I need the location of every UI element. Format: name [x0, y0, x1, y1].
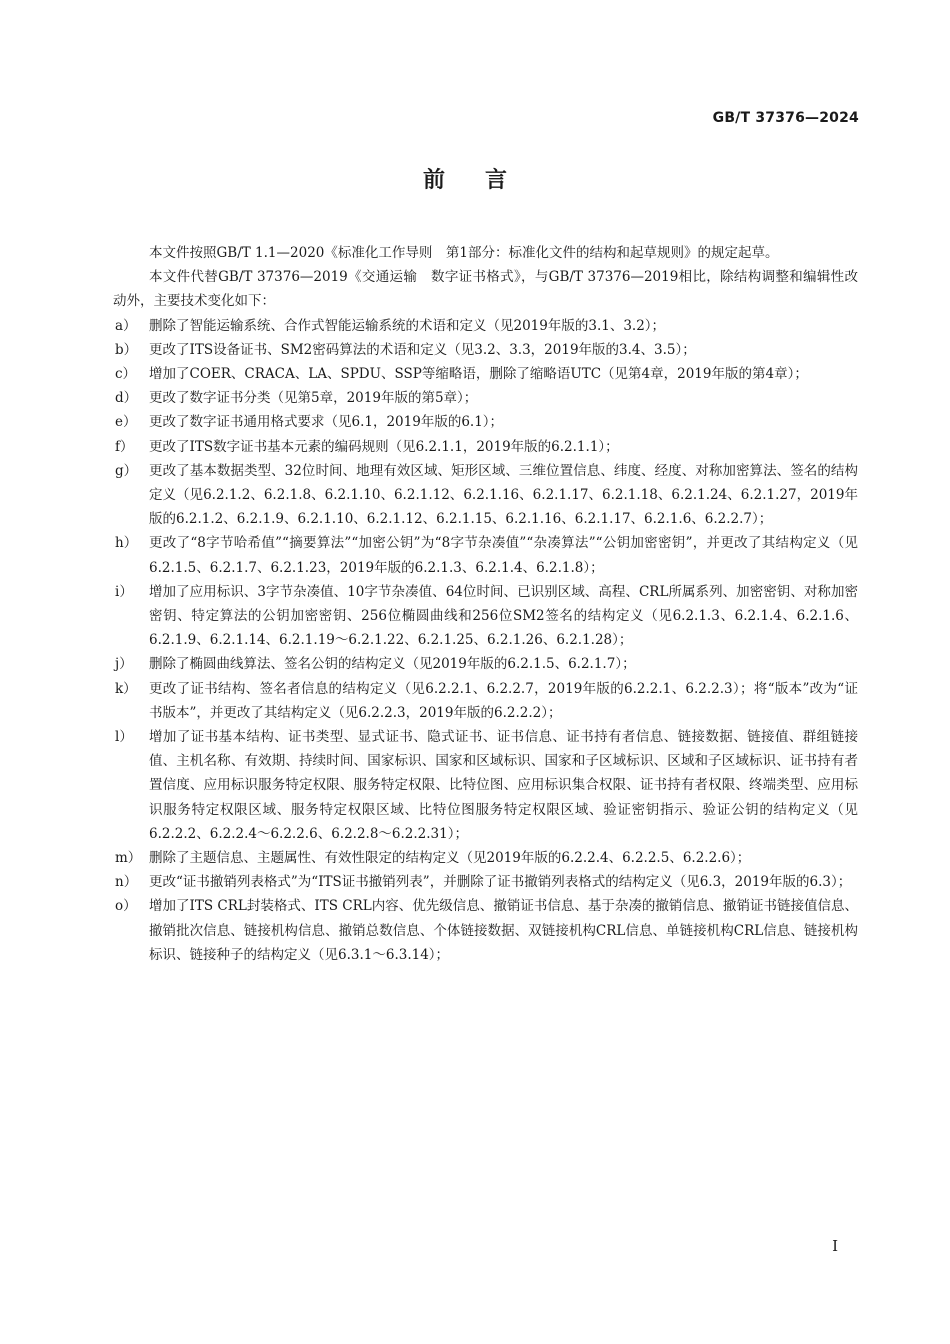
list-item	[113, 531, 858, 579]
list-item-text: 更改了数字证书分类（见第5章，2019年版的第5章）；	[149, 390, 478, 407]
paragraph-replacement-note: 本文件代替GB/T 37376—2019《交通运输 数字证书格式》，与GB/T 37376—2019相比，除结构调整和编辑性改动外，主要技术变化如下：	[113, 269, 858, 310]
list-item-text: 更改“证书撤销列表格式”为“ITS证书撤销列表”，并删除了证书撤销列表格式的结构定义（见6.3，2019年版的6.3）；	[149, 874, 852, 891]
list-item	[113, 362, 858, 386]
list-item	[113, 435, 858, 459]
list-item-text: 更改了证书结构、签名者信息的结构定义（见6.2.2.1、6.2.2.7，2019年版的6.2.2.1、6.2.2.3）；将“版本”改为“证书版本”，并更改了其结构定义（见6.2.2.3，2019年版的6.2.2.2）；	[149, 680, 858, 721]
list-item-marker: g）	[115, 462, 138, 479]
list-item-text: 更改了“8字节哈希值”“摘要算法”“加密公钥”为“8字节杂凑值”“杂凑算法”“公钥加密密钥”，并更改了其结构定义（见6.2.1.5、6.2.1.7、6.2.1.23，2019年版的6.2.1.3、6.2.1.4、6.2.1.8）；	[149, 535, 858, 576]
list-item	[113, 725, 858, 846]
list-item-marker: o）	[115, 898, 137, 915]
list-item	[113, 870, 858, 894]
list-item-text: 删除了椭圆曲线算法、签名公钥的结构定义（见2019年版的6.2.1.5、6.2.1.7）；	[149, 656, 636, 673]
list-item	[113, 677, 858, 725]
list-item-text: 更改了基本数据类型、32位时间、地理有效区域、矩形区域、三维位置信息、纬度、经度、对称加密算法、签名的结构定义（见6.2.1.2、6.2.1.8、6.2.1.10、6.2.1.12、6.2.1.16、6.2.1.17、6.2.1.18、6.2.1.24、6.2.1.27，2019年版的6.2.1.2、6.2.1.9、6.2.1.10、6.2.1.12、6.2.1.15、6.2.1.16、6.2.1.17、6.2.1.6、6.2.2.7）；	[149, 462, 858, 528]
document-code: GB/T 37376—2024	[712, 110, 859, 126]
list-item-text: 更改了数字证书通用格式要求（见6.1，2019年版的6.1）；	[149, 414, 504, 431]
list-item-marker: k）	[115, 680, 137, 697]
list-item-marker: f）	[115, 438, 134, 455]
list-item	[113, 410, 858, 434]
list-item-marker: b）	[115, 341, 138, 358]
page-title: 前言	[422, 168, 547, 193]
list-item	[113, 580, 858, 653]
list-item-marker: d）	[115, 390, 138, 407]
list-item	[113, 846, 858, 870]
list-item-text: 增加了证书基本结构、证书类型、显式证书、隐式证书、证书信息、证书持有者信息、链接数据、链接值、群组链接值、主机名称、有效期、持续时间、国家标识、国家和区域标识、国家和子区域标识、区域和子区域标识、证书持有者置信度、应用标识服务特定权限、服务特定权限、比特位图、应用标识集合权限、证书持有者权限、终端类型、应用标识服务特定权限区域、服务特定权限区域、比特位图服务特定权限区域、验证密钥指示、验证公钥的结构定义（见6.2.2.2、6.2.2.4～6.2.2.6、6.2.2.8～6.2.2.31）；	[149, 729, 858, 842]
page-number: I	[832, 1237, 838, 1255]
list-item-text: 更改了ITS设备证书、SM2密码算法的术语和定义（见3.2、3.3，2019年版的3.4、3.5）；	[149, 341, 696, 358]
list-item-marker: n）	[115, 874, 138, 891]
list-item	[113, 386, 858, 410]
list-item-marker: h）	[115, 535, 138, 552]
list-item-marker: a）	[115, 317, 137, 334]
list-item-text: 增加了COER、CRACA、LA、SPDU、SSP等缩略语，删除了缩略语UTC（见第4章，2019年版的第4章）；	[149, 366, 808, 383]
list-item-text: 增加了ITS CRL封装格式、ITS CRL内容、优先级信息、撤销证书信息、基于杂凑的撤销信息、撤销证书链接值信息、撤销批次信息、链接机构信息、撤销总数信息、个体链接数据、双链接机构CRL信息、单链接机构CRL信息、链接机构标识、链接种子的结构定义（见6.3.1～6.3.14）；	[149, 898, 858, 963]
list-item-text: 删除了主题信息、主题属性、有效性限定的结构定义（见2019年版的6.2.2.4、6.2.2.5、6.2.2.6）；	[149, 850, 751, 867]
list-item-text: 增加了应用标识、3字节杂凑值、10字节杂凑值、64位时间、已识别区域、高程、CRL所属系列、加密密钥、对称加密密钥、特定算法的公钥加密密钥、256位椭圆曲线和256位SM2签名的结构定义（见6.2.1.3、6.2.1.4、6.2.1.6、6.2.1.9、6.2.1.14、6.2.1.19～6.2.1.22、6.2.1.25、6.2.1.26、6.2.1.28）；	[149, 583, 858, 649]
list-item-text: 更改了ITS数字证书基本元素的编码规则（见6.2.1.1，2019年版的6.2.1.1）；	[149, 438, 619, 455]
list-item	[113, 338, 858, 362]
list-item-text: 删除了智能运输系统、合作式智能运输系统的术语和定义（见2019年版的3.1、3.2）；	[149, 317, 666, 334]
list-item-marker: e）	[115, 414, 137, 431]
list-item-marker: l）	[115, 729, 133, 746]
list-item-marker: i）	[115, 583, 133, 600]
paragraph-drafting-rules: 本文件按照GB/T 1.1—2020《标准化工作导则 第1部分：标准化文件的结构和起草规则》的规定起草。	[149, 245, 779, 261]
list-item	[113, 459, 858, 532]
list-item	[113, 652, 858, 676]
list-item-marker: m）	[115, 850, 142, 867]
list-item	[113, 894, 858, 967]
list-item	[113, 314, 858, 338]
document-body	[113, 241, 858, 967]
list-item-marker: c）	[115, 366, 137, 383]
list-item-marker: j）	[115, 656, 133, 673]
